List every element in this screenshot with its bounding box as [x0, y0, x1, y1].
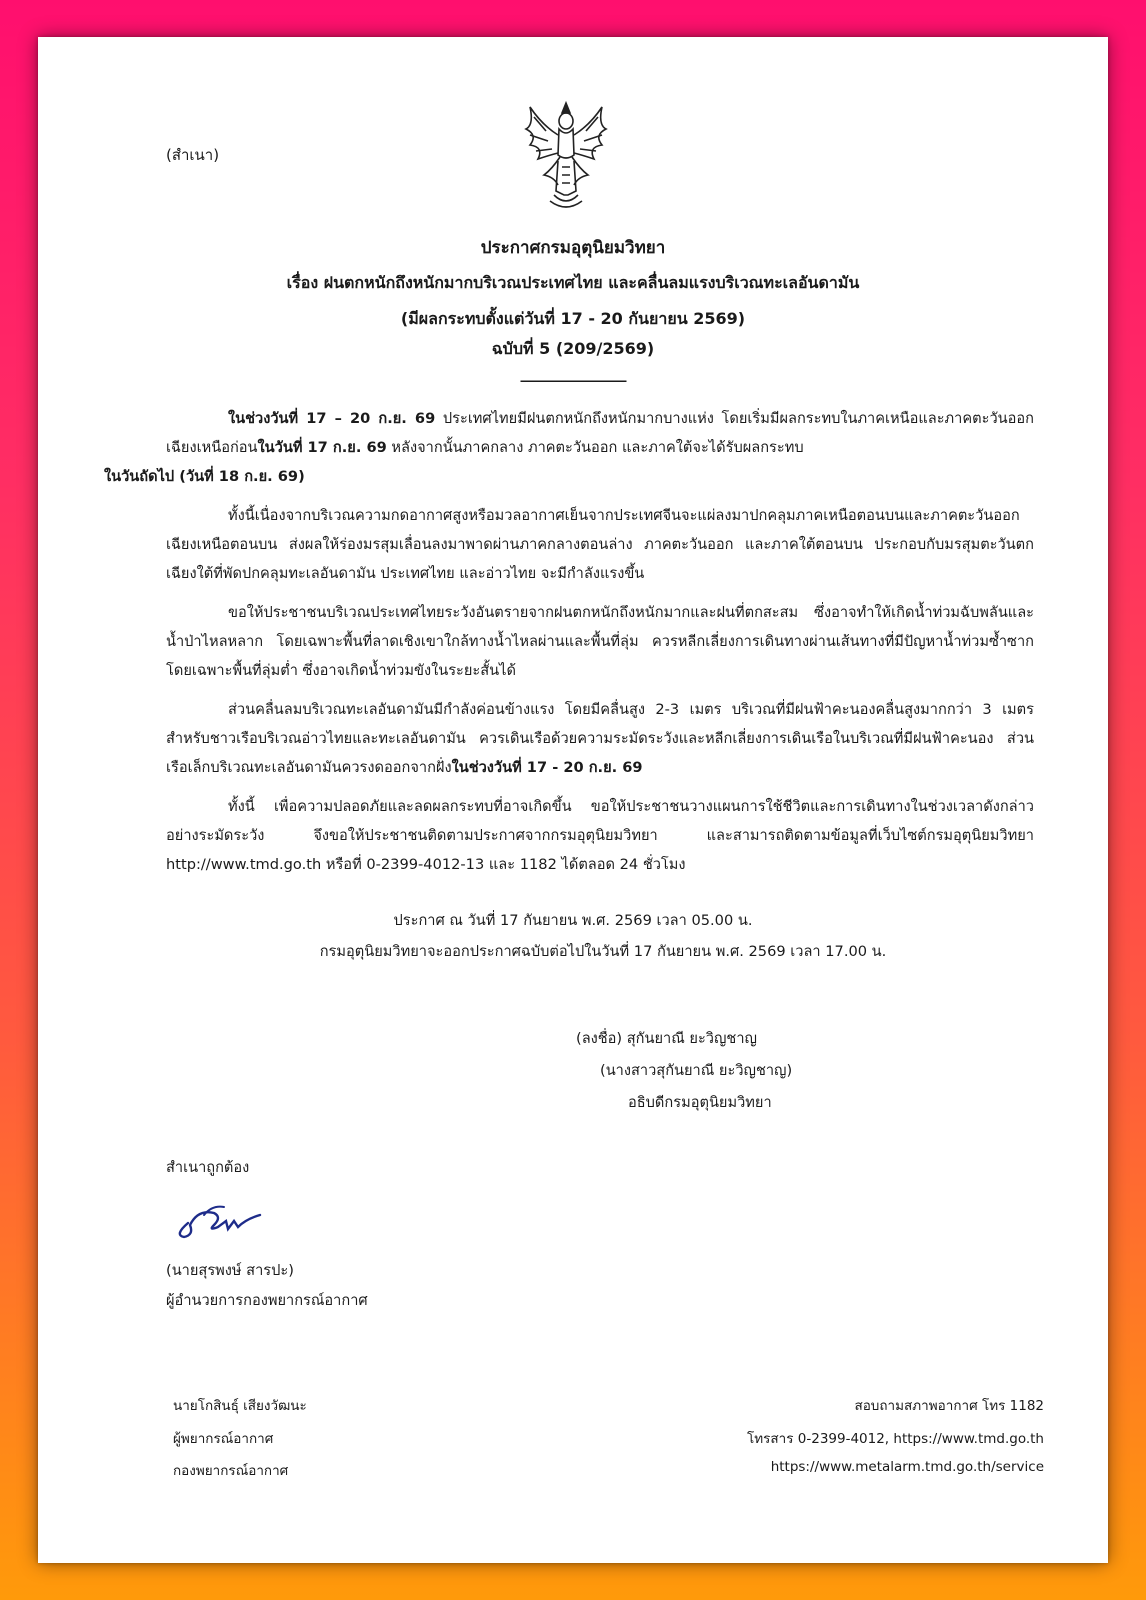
forecaster-name: นายโกสินธุ์ เสียงวัฒนะ	[173, 1398, 307, 1414]
fax-and-website: โทรสาร 0-2399-4012, https://www.tmd.go.th	[747, 1431, 1044, 1447]
announcement-title: ประกาศกรมอุตุนิยมวิทยา	[480, 238, 666, 258]
certifier-position: ผู้อำนวยการกองพยากรณ์อากาศ	[166, 1292, 368, 1309]
issue-number: ฉบับที่ 5 (209/2569)	[491, 339, 655, 358]
certifier-name: (นายสุรพงษ์ สารปะ)	[166, 1262, 294, 1279]
paragraph-cause: ทั้งนี้เนื่องจากบริเวณความกดอากาศสูงหรือมวลอากาศเย็นจากประเทศจีนจะแผ่ลงมาปกคลุมภาคเหนือตอนบนและภาคตะวันออกเฉียงเหนือตอนบน ส่งผลให้ร่องมรสุมเลื่อนลงมาพาดผ่านภาคกลางตอนล่าง ภาคตะวันออก และภาคใต้ตอนบน ประกอบกับมรสุมตะวันตกเฉียงใต้ที่พัดปกคลุมทะเลอันดามัน ประเทศไทย และอ่าวไทย จะมีกำลังแรงขึ้น	[166, 507, 1034, 582]
signed-by: (ลงชื่อ) สุกันยาณี ยะวิญชาญ	[576, 1030, 757, 1047]
next-announcement: กรมอุตุนิยมวิทยาจะออกประกาศฉบับต่อไปในวันที่ 17 กันยายน พ.ศ. 2569 เวลา 17.00 น.	[319, 943, 887, 960]
impact-next-day: ในวันถัดไป (วันที่ 18 ก.ย. 69)	[104, 468, 305, 485]
handwritten-signature	[168, 1195, 268, 1243]
announced-at: ประกาศ ณ วันที่ 17 กันยายน พ.ศ. 2569 เวลา 05.00 น.	[393, 912, 753, 929]
forecaster-division: กองพยากรณ์อากาศ	[173, 1463, 289, 1479]
metalarm-link[interactable]: https://www.metalarm.tmd.go.th/service	[770, 1459, 1044, 1475]
document-page	[38, 37, 1108, 1563]
signer-position: อธิบดีกรมอุตุนิยมวิทยา	[628, 1094, 772, 1111]
forecaster-role: ผู้พยากรณ์อากาศ	[173, 1431, 274, 1447]
announcement-subject: เรื่อง ฝนตกหนักถึงหนักมากบริเวณประเทศไทย และคลื่นลมแรงบริเวณทะเลอันดามัน	[286, 273, 860, 292]
impact-period: ในช่วงวันที่ 17 – 20 ก.ย. 69	[228, 410, 436, 427]
impact-start-date: ในวันที่ 17 ก.ย. 69	[257, 439, 387, 456]
garuda-emblem-icon	[516, 95, 616, 213]
waves-period: ในช่วงวันที่ 17 - 20 ก.ย. 69	[451, 759, 643, 776]
effective-period: (มีผลกระทบตั้งแต่วันที่ 17 - 20 กันยายน 2569)	[400, 309, 746, 328]
paragraph-impact: ในช่วงวันที่ 17 – 20 ก.ย. 69 ประเทศไทยมีฝนตกหนักถึงหนักมากบางแห่ง โดยเริ่มมีผลกระทบในภาคเหนือและภาคตะวันออกเฉียงเหนือก่อนในวันที่ 17 ก.ย. 69 หลังจากนั้นภาคกลาง ภาคตะวันออก และภาคใต้จะได้รับผลกระทบ ในวันถัดไป (วันที่ 18 ก.ย. 69)	[104, 410, 1034, 485]
signer-name: (นางสาวสุกันยาณี ยะวิญชาญ)	[600, 1062, 793, 1079]
copy-tag: (สำเนา)	[166, 146, 220, 164]
paragraph-warning: ขอให้ประชาชนบริเวณประเทศไทยระวังอันตรายจากฝนตกหนักถึงหนักมากและฝนที่ตกสะสม ซึ่งอาจทำให้เกิดน้ำท่วมฉับพลันและน้ำป่าไหลหลาก โดยเฉพาะพื้นที่ลาดเชิงเขาใกล้ทางน้ำไหลผ่านและพื้นที่ลุ่ม ควรหลีกเลี่ยงการเดินทางผ่านเส้นทางที่มีปัญหาน้ำท่วมซ้ำซาก โดยเฉพาะพื้นที่ลุ่มต่ำ ซึ่งอาจเกิดน้ำท่วมขังในระยะสั้นได้	[166, 604, 1034, 679]
weather-hotline: สอบถามสภาพอากาศ โทร 1182	[854, 1398, 1044, 1414]
title-divider: _______________	[520, 363, 626, 382]
paragraph-advice: ทั้งนี้ เพื่อความปลอดภัยและลดผลกระทบที่อาจเกิดขึ้น ขอให้ประชาชนวางแผนการใช้ชีวิตและการเดินทางในช่วงเวลาดังกล่าวอย่างระมัดระวัง จึงขอให้ประชาชนติดตามประกาศจากกรมอุตุนิยมวิทยา และสามารถติดตามข้อมูลที่เว็บไซต์กรมอุตุนิยมวิทยา http://www.tmd.go.th หรือที่ 0-2399-4012-13 และ 1182 ได้ตลอด 24 ชั่วโมง	[166, 798, 1034, 873]
paragraph-waves: ส่วนคลื่นลมบริเวณทะเลอันดามันมีกำลังค่อนข้างแรง โดยมีคลื่นสูง 2-3 เมตร บริเวณที่มีฝนฟ้าคะนองคลื่นสูงมากกว่า 3 เมตร สำหรับชาวเรือบริเวณอ่าวไทยและทะเลอันดามัน ควรเดินเรือด้วยความระมัดระวังและหลีกเลี่ยงการเดินเรือในบริเวณที่มีฝนฟ้าคะนอง ส่วนเรือเล็กบริเวณทะเลอันดามันควรงดออกจากฝั่งในช่วงวันที่ 17 - 20 ก.ย. 69	[166, 701, 1034, 776]
certified-copy-label: สำเนาถูกต้อง	[166, 1159, 250, 1176]
